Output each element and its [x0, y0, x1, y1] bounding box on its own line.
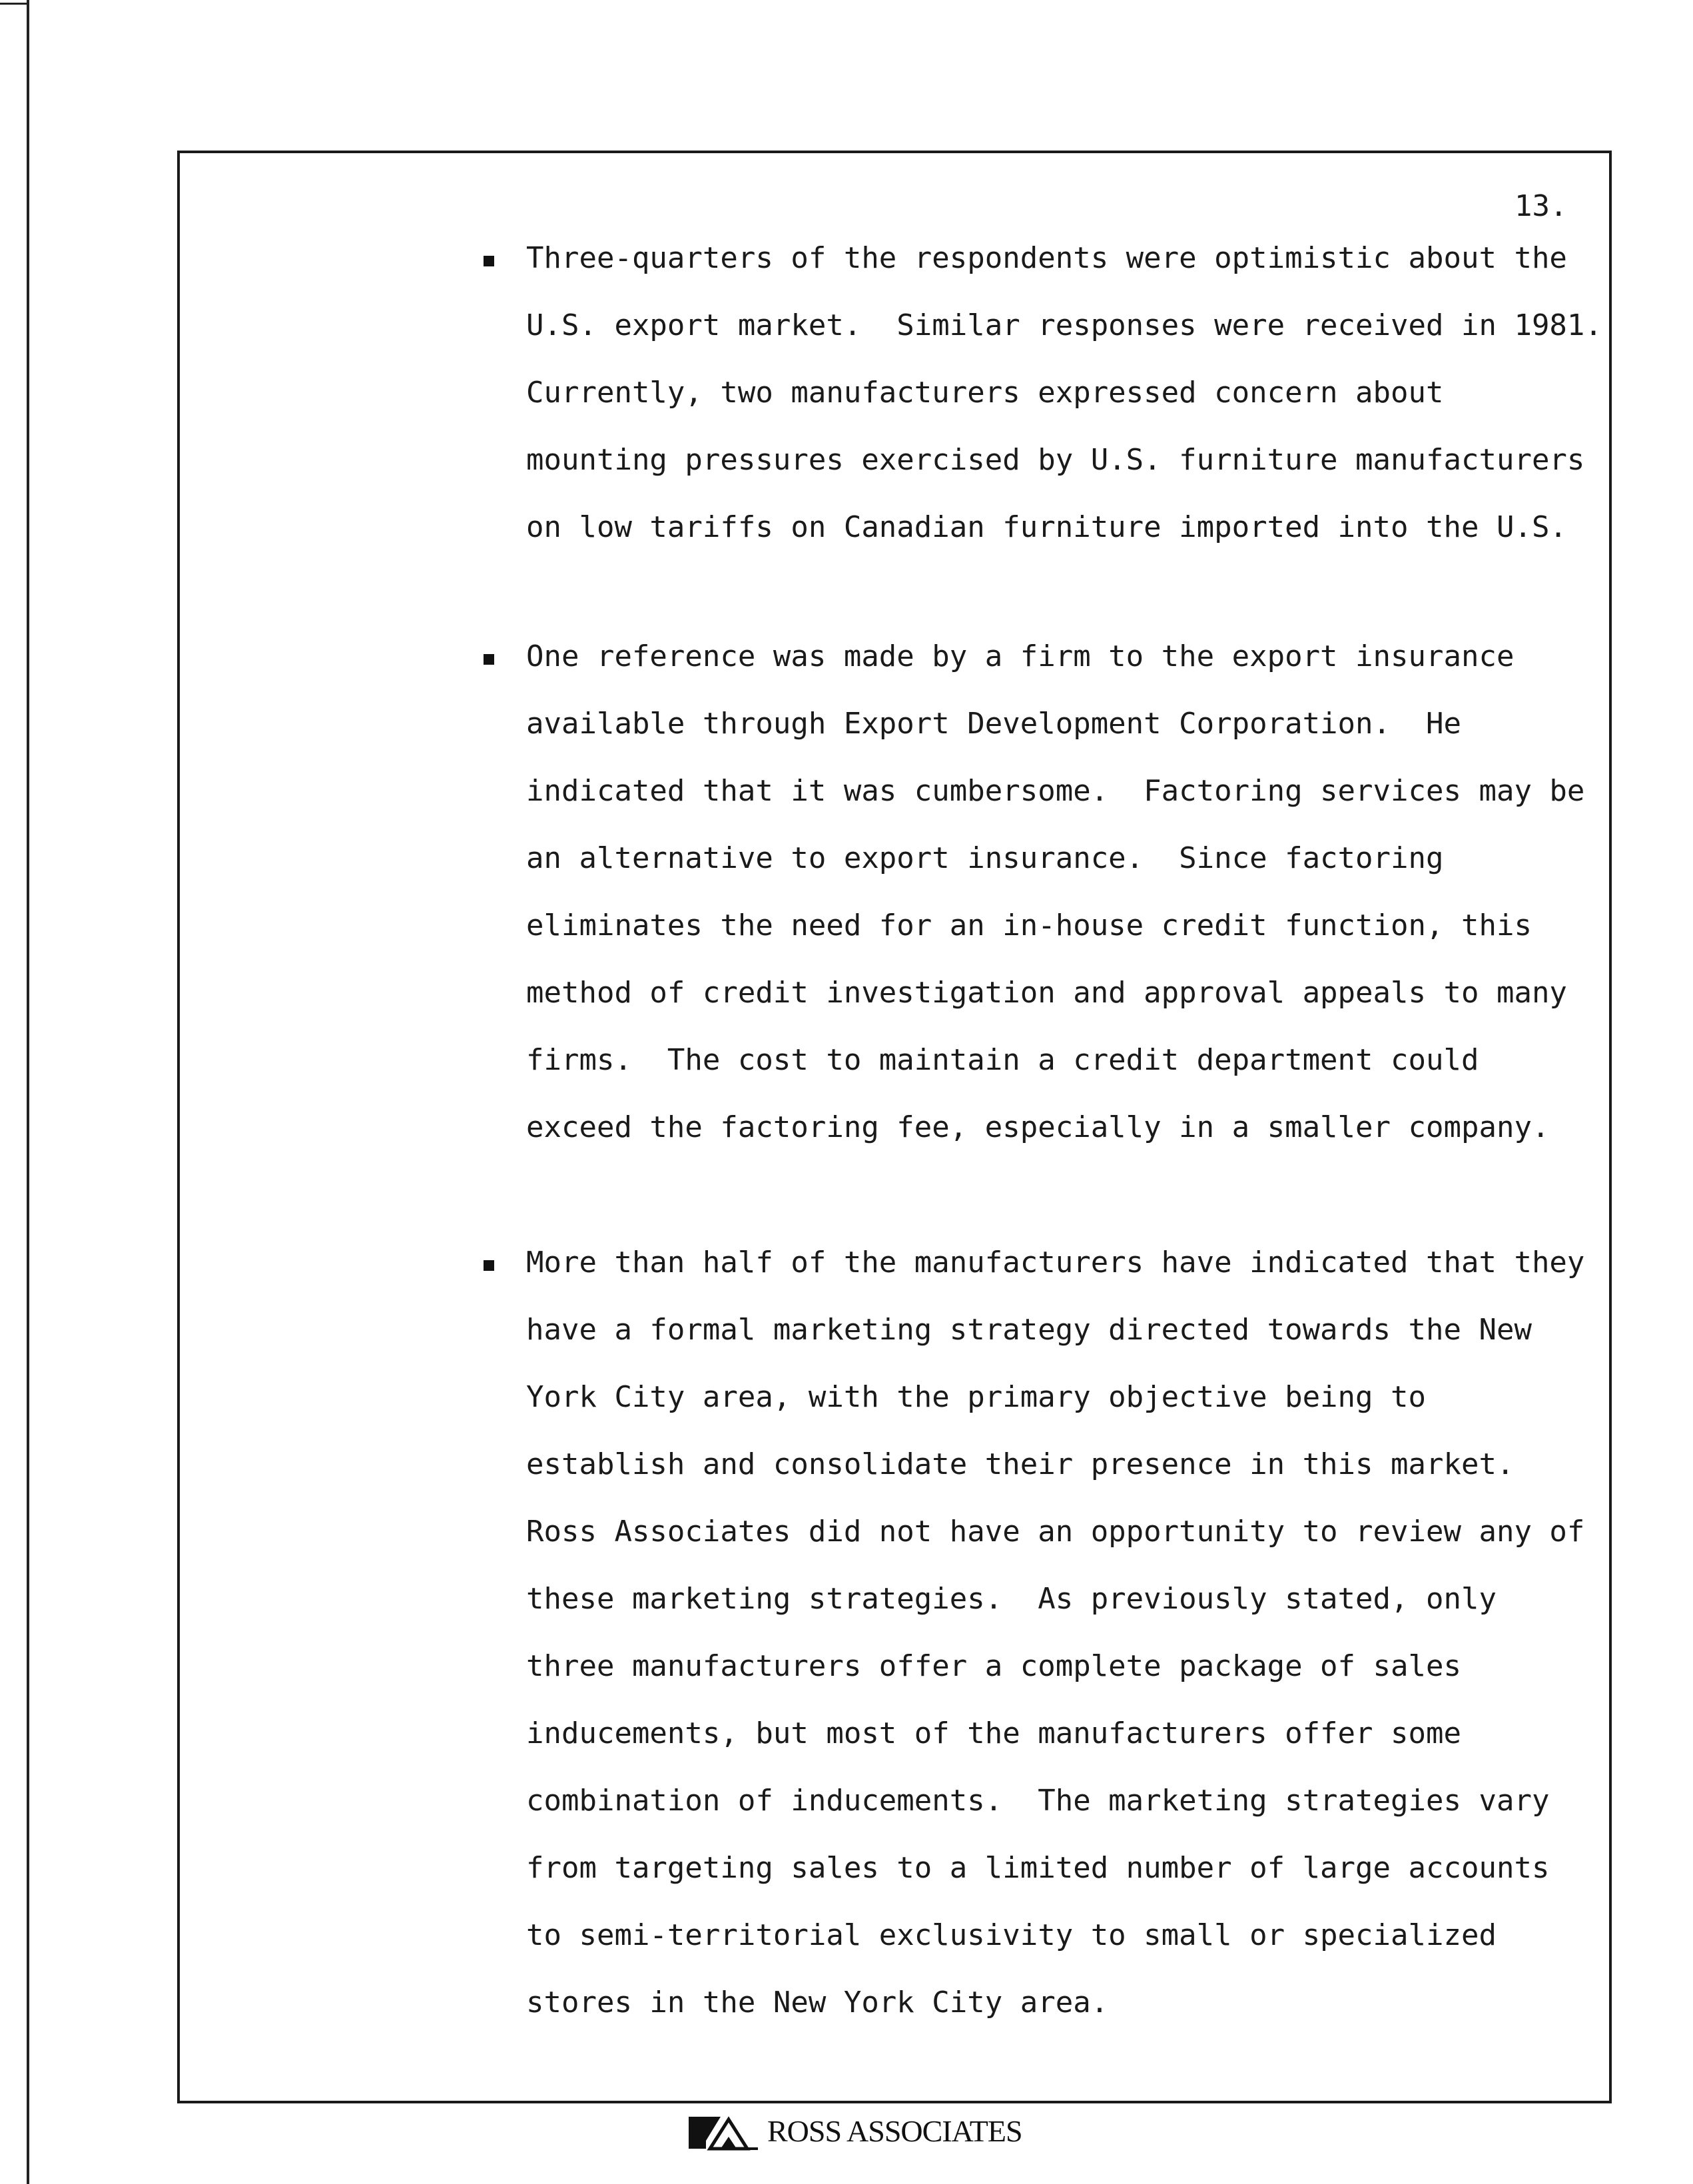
paragraph-line: More than half of the manufacturers have indicated that they — [526, 1246, 1585, 1279]
binding-edge-tick — [0, 3, 28, 5]
paragraph-line: Ross Associates did not have an opportunity to review any of — [526, 1515, 1585, 1549]
paragraph-line: have a formal marketing strategy directed towards the New — [526, 1313, 1532, 1347]
bullet-paragraph — [526, 638, 1585, 1176]
paragraph-line: eliminates the need for an in-house credit function, this — [526, 909, 1532, 942]
paragraph-line: mounting pressures exercised by U.S. furniture manufacturers — [526, 443, 1585, 477]
bullet-paragraph — [526, 1244, 1585, 2051]
paragraph-line: stores in the New York City area. — [526, 1986, 1109, 2019]
paragraph-line: U.S. export market. Similar responses were received in 1981. — [526, 308, 1602, 342]
paragraph-line: Currently, two manufacturers expressed concern about — [526, 376, 1444, 410]
paragraph-line: method of credit investigation and approval appeals to many — [526, 976, 1567, 1010]
paragraph-line: establish and consolidate their presence in this market. — [526, 1447, 1515, 1481]
paragraph-line: from targeting sales to a limited number of large accounts — [526, 1851, 1550, 1885]
page-number: 13. — [1515, 189, 1568, 223]
paragraph-line: three manufacturers offer a complete package of sales — [526, 1649, 1461, 1683]
square-bullet-icon — [484, 256, 494, 266]
square-bullet-icon — [484, 654, 494, 665]
company-name: ROSS ASSOCIATES — [767, 2114, 1022, 2148]
paragraph-line: on low tariffs on Canadian furniture imported into the U.S. — [526, 510, 1567, 544]
paragraph-line: exceed the factoring fee, especially in a smaller company. — [526, 1110, 1550, 1144]
binding-edge-line — [27, 0, 29, 2184]
ross-associates-logo-icon — [686, 2114, 761, 2151]
paragraph-line: an alternative to export insurance. Since factoring — [526, 841, 1444, 875]
paragraph-line: available through Export Development Corporation. He — [526, 707, 1461, 741]
paragraph-line: these marketing strategies. As previously stated, only — [526, 1582, 1497, 1616]
paragraph-line: combination of inducements. The marketing strategies vary — [526, 1784, 1550, 1818]
paragraph-line: inducements, but most of the manufacturers offer some — [526, 1716, 1461, 1750]
paragraph-line: indicated that it was cumbersome. Factoring services may be — [526, 774, 1585, 808]
paragraph-line: to semi-territorial exclusivity to small or specialized — [526, 1918, 1497, 1952]
paragraph-line: York City area, with the primary objective being to — [526, 1380, 1427, 1414]
square-bullet-icon — [484, 1260, 494, 1271]
footer-logo — [686, 2110, 1022, 2157]
paragraph-line: One reference was made by a firm to the export insurance — [526, 639, 1515, 673]
paragraph-line: firms. The cost to maintain a credit department could — [526, 1043, 1479, 1077]
paragraph-line: Three-quarters of the respondents were optimistic about the — [526, 241, 1567, 275]
bullet-paragraph — [526, 240, 1602, 576]
